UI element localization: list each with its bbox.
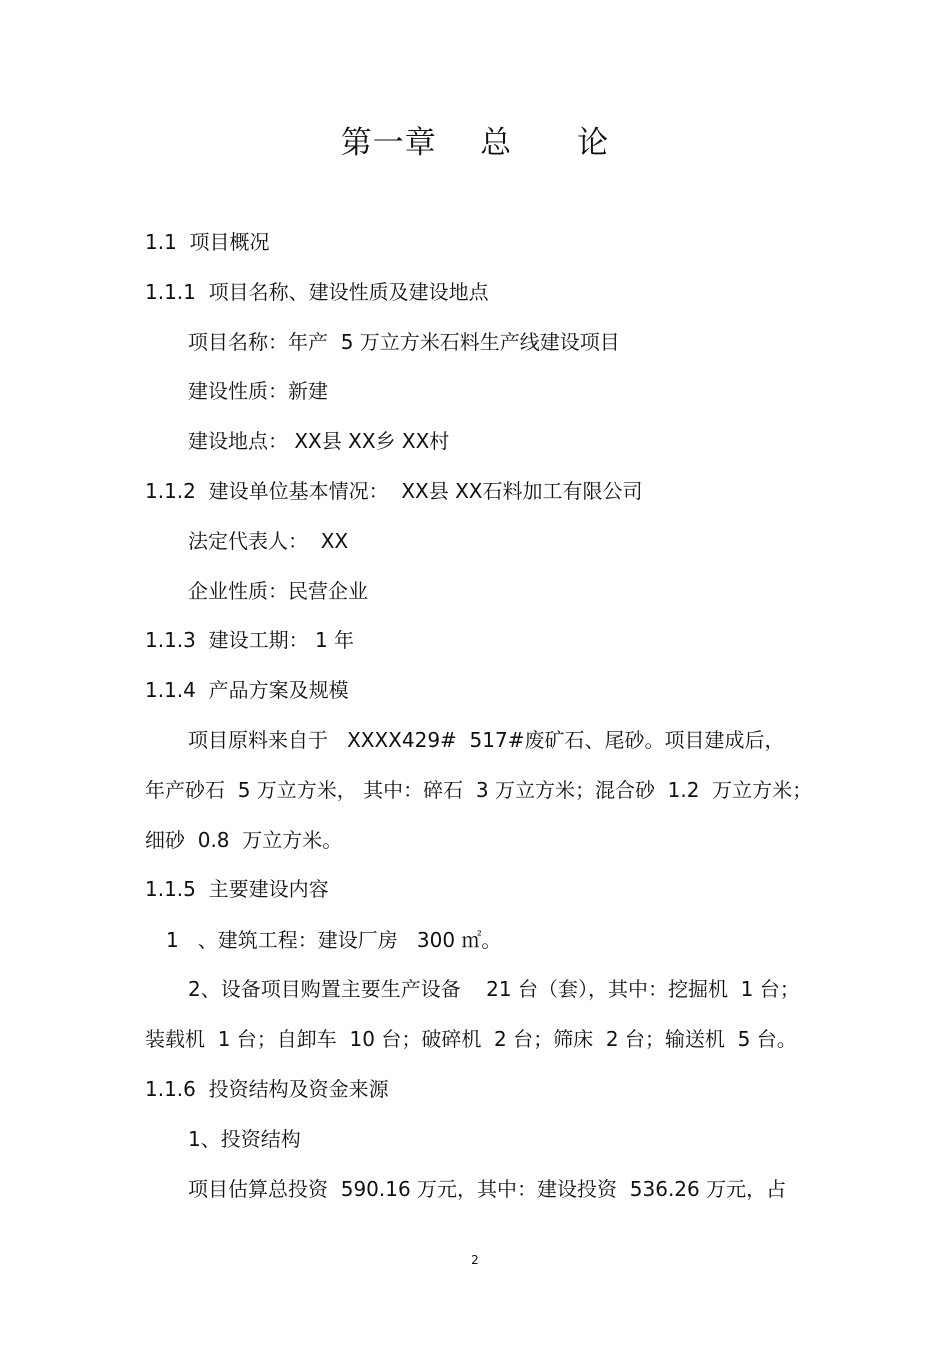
building-works-line: 1 、建筑工程：建设厂房 300 ㎡。	[166, 928, 502, 952]
investment-structure-heading: 1、投资结构	[188, 1127, 301, 1151]
page-number: 2	[471, 1253, 479, 1267]
section-1-1-2-heading: 1.1.2 建设单位基本情况： XX县 XX石料加工有限公司	[145, 479, 643, 503]
raw-material-paragraph-line-3: 细砂 0.8 万立方米。	[145, 828, 343, 852]
equipment-paragraph-line-1: 2、设备项目购置主要生产设备 21 台（套），其中：挖掘机 1 台；	[188, 977, 800, 1001]
project-name-line: 项目名称：年产 5 万立方米石料生产线建设项目	[188, 330, 620, 354]
construction-nature-line: 建设性质：新建	[188, 379, 328, 403]
chapter-title: 第一章 总 论	[340, 125, 610, 161]
raw-material-paragraph-line-2: 年产砂石 5 万立方米， 其中：碎石 3 万立方米；混合砂 1.2 万立方米；	[145, 778, 813, 802]
section-1-1-1-heading: 1.1.1 项目名称、建设性质及建设地点	[145, 280, 489, 304]
raw-material-paragraph-line-1: 项目原料来自于 XXXX429# 517#废矿石、尾砂。项目建成后，	[188, 728, 785, 752]
equipment-paragraph-line-2: 装载机 1 台；自卸车 10 台；破碎机 2 台；筛床 2 台；输送机 5 台。	[145, 1027, 797, 1051]
section-1-1-3-heading: 1.1.3 建设工期： 1 年	[145, 628, 355, 652]
construction-site-line: 建设地点： XX县 XX乡 XX村	[188, 429, 450, 453]
total-investment-line: 项目估算总投资 590.16 万元，其中：建设投资 536.26 万元，占	[188, 1177, 787, 1201]
legal-representative-line: 法定代表人： XX	[188, 529, 349, 553]
section-1-1-6-heading: 1.1.6 投资结构及资金来源	[145, 1077, 389, 1101]
section-1-1-5-heading: 1.1.5 主要建设内容	[145, 877, 329, 901]
enterprise-nature-line: 企业性质：民营企业	[188, 579, 368, 603]
section-1-1-4-heading: 1.1.4 产品方案及规模	[145, 678, 349, 702]
section-1-1-heading: 1.1 项目概况	[145, 230, 270, 254]
